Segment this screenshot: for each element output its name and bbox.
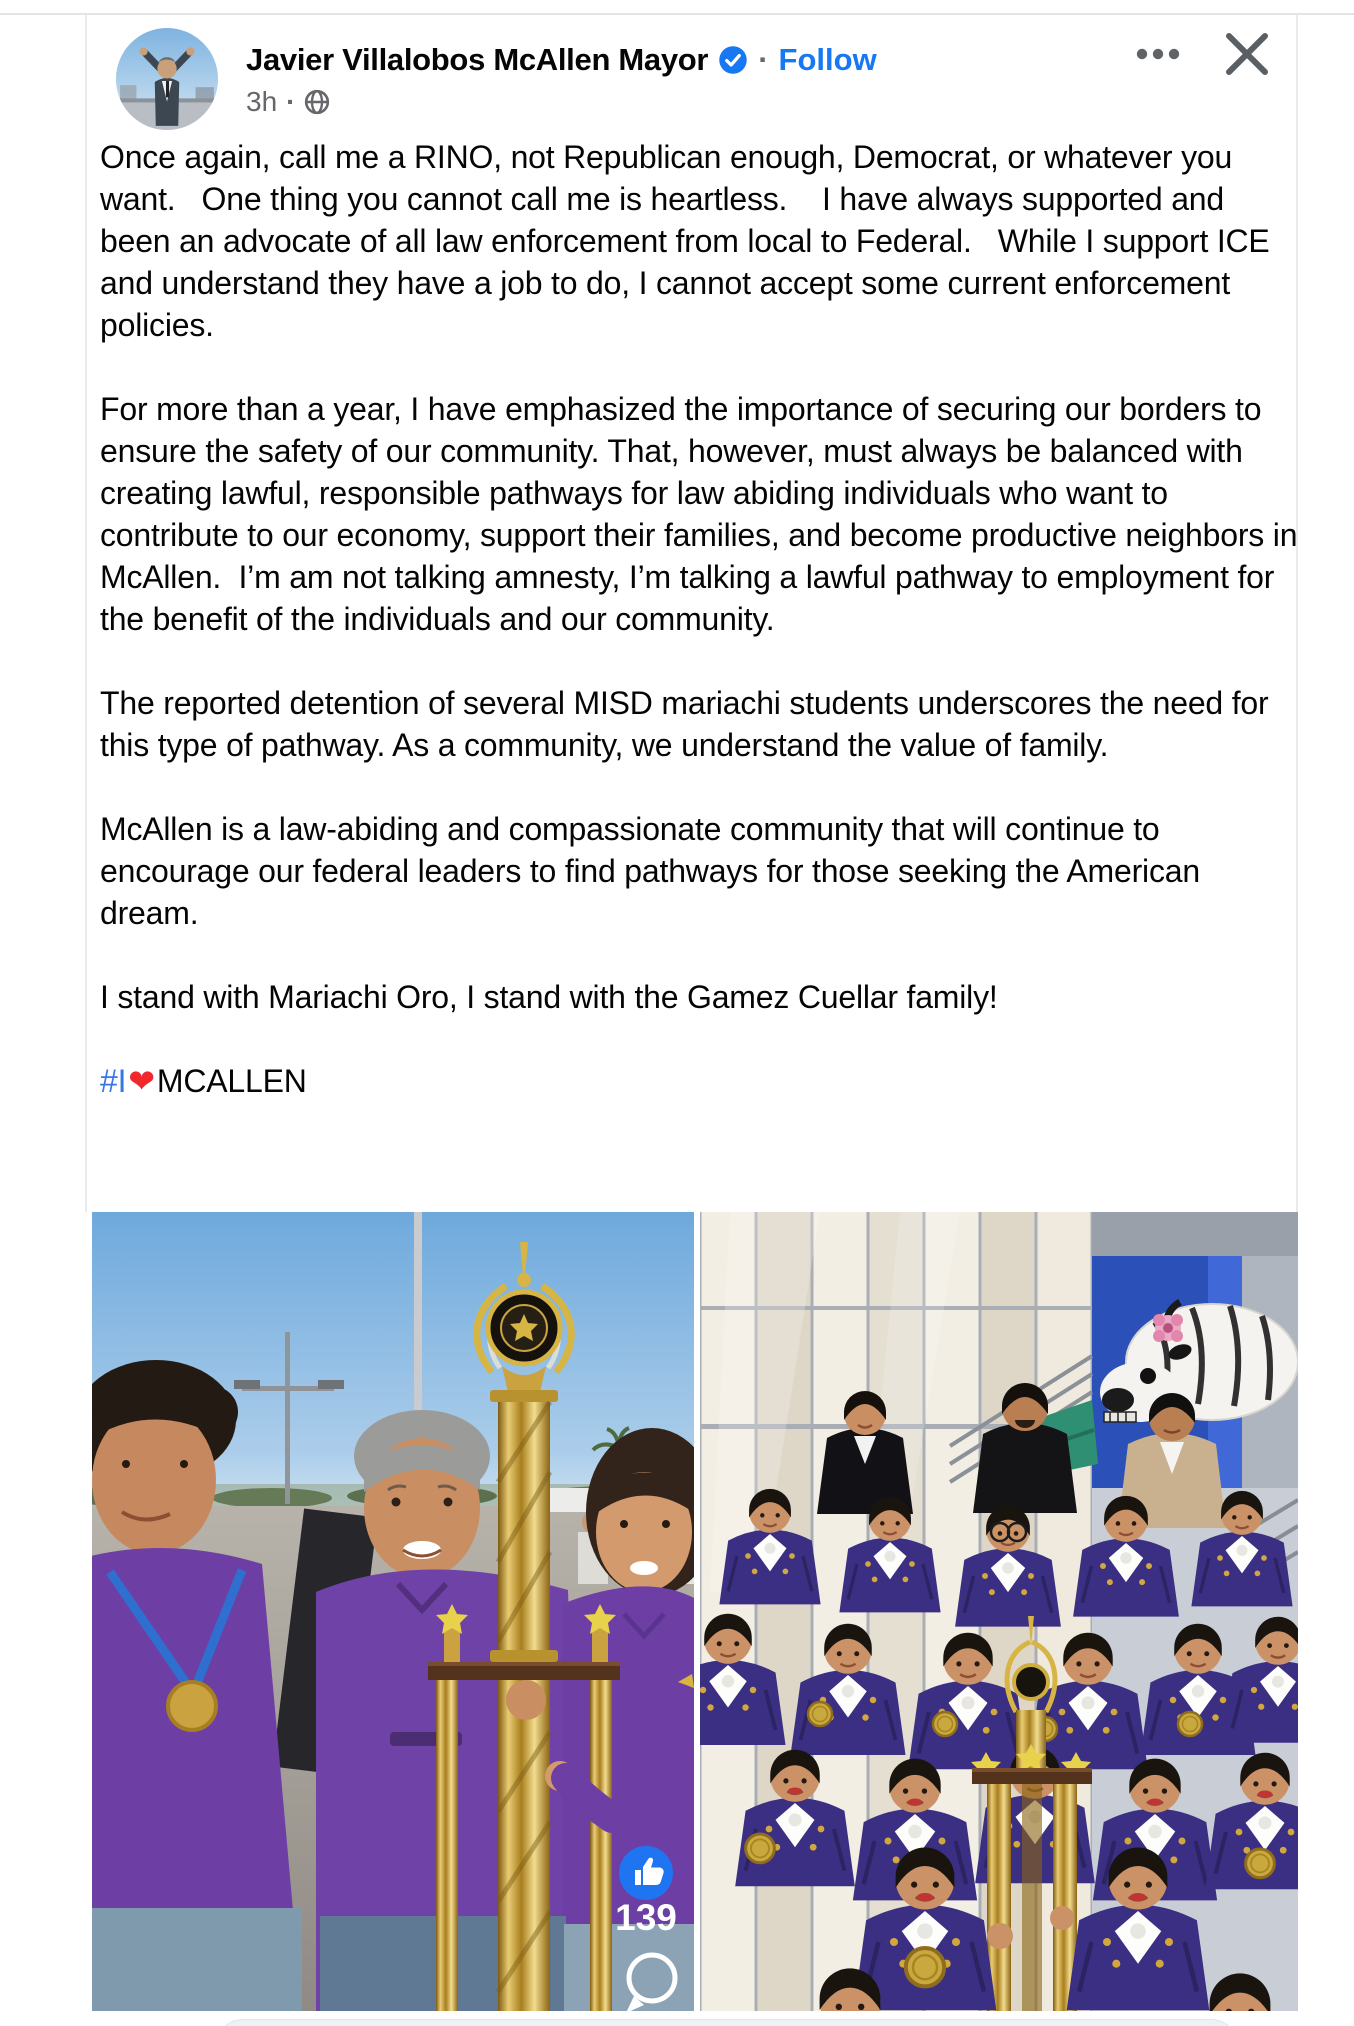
photo-right-illustration [700,1212,1298,2011]
photo-left[interactable] [92,1212,694,2011]
like-count: 139 [615,1897,677,1938]
hashtag-link[interactable]: #I [100,1063,127,1099]
comment-input-pill[interactable] [215,2019,1239,2026]
meta-separator-dot: · [286,86,296,117]
paragraph: For more than a year, I have emphasized the importance of securing our borders to ensure the safety of our community. That, however, must always be balanced with creating lawful, responsible pathways for law abiding individuals who want to contribute to our economy, support their families, and become productive neighbors in McAllen. I’m am not talking amnesty, I’m talking a lawful pathway to employment for the benefit of the individuals and our community. [100,391,1307,637]
card-top-border [0,13,1354,15]
hashtag-text: MCALLEN [156,1063,307,1099]
photo-left-illustration [92,1212,694,2011]
thumbs-up-badge [619,1846,673,1900]
photo-attachments [0,1212,1354,2011]
avatar-illustration [116,28,218,130]
profile-avatar[interactable] [116,28,218,130]
hashtag-line [100,1060,1300,1102]
post-header [246,40,877,80]
post-body [100,136,1307,1144]
author-name[interactable]: Javier Villalobos McAllen Mayor [246,42,709,77]
ellipsis-icon [1128,34,1188,74]
close-icon [1218,26,1276,82]
post-meta [246,86,330,118]
photo-right[interactable] [700,1212,1298,2011]
close-button[interactable] [1218,26,1276,82]
follow-button[interactable]: Follow [778,42,877,77]
heart-emoji: ❤ [128,1063,155,1099]
globe-icon [304,89,330,115]
paragraph: I stand with Mariachi Oro, I stand with the Gamez Cuellar family! [100,979,998,1015]
timestamp[interactable]: 3h [246,86,278,117]
separator-dot: · [758,42,769,77]
card-left-border [85,15,87,1212]
paragraph: McAllen is a law-abiding and compassionate community that will continue to encourage our federal leaders to find pathways for those seeking the American dream. [100,811,1209,931]
paragraph: Once again, call me a RINO, not Republican enough, Democrat, or whatever you want. One thing you cannot call me is heartless. I have always supported and been an advocate of all law enforcement from local to Federal. While I support ICE and understand they have a job to do, I cannot accept some current enforcement policies. [100,139,1279,343]
post-options-button[interactable] [1128,34,1188,74]
paragraph: The reported detention of several MISD mariachi students underscores the need for this type of pathway. As a community, we understand the value of family. [100,685,1278,763]
verified-badge-icon [718,45,748,75]
